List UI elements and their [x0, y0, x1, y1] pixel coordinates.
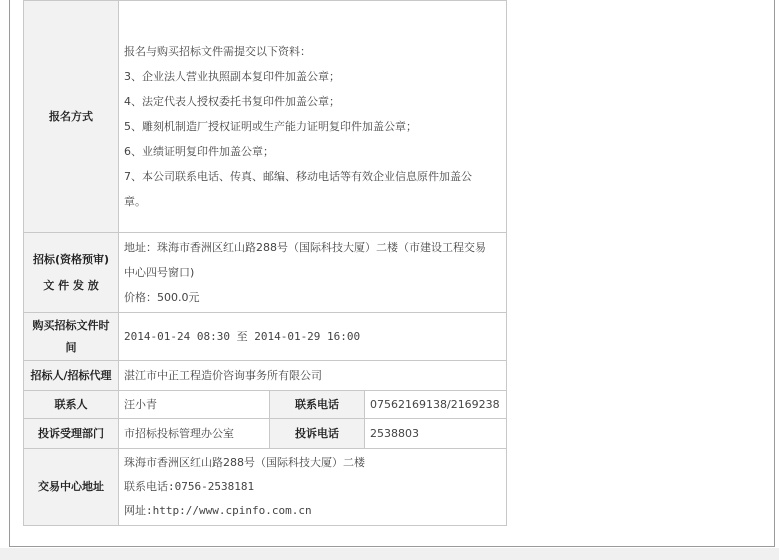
registration-line: 3、企业法人营业执照副本复印件加盖公章；: [124, 70, 340, 83]
row-center: [24, 449, 507, 526]
purchase-time-value: 2014-01-24 08:30 至 2014-01-29 16:00: [119, 313, 507, 361]
complaint-phone-label: 投诉电话: [270, 419, 365, 449]
bottom-scroll-area: [0, 548, 779, 560]
center-content: [119, 449, 507, 526]
center-phone: 联系电话:0756-2538181: [124, 480, 255, 493]
issuance-label: [24, 233, 119, 313]
purchase-time-label-text: 购买招标文件时间: [32, 318, 110, 354]
tender-info-table: [23, 0, 507, 526]
complaint-phone-value: 2538803: [365, 419, 507, 449]
registration-line: 6、业绩证明复印件加盖公章；: [124, 145, 274, 158]
row-agency: [24, 361, 507, 391]
issuance-price: 价格：500.0元: [124, 291, 200, 304]
row-purchase-time: [24, 313, 507, 361]
contact-label: 联系人: [24, 391, 119, 419]
purchase-time-label: [24, 313, 119, 361]
center-website: 网址:http://www.cpinfo.com.cn: [124, 504, 312, 517]
registration-line: 4、法定代表人授权委托书复印件加盖公章；: [124, 95, 340, 108]
row-complaint: [24, 419, 507, 449]
registration-content: [119, 1, 507, 233]
issuance-label-line1: 招标(资格预审): [32, 252, 110, 266]
agency-value: 湛江市中正工程造价咨询事务所有限公司: [119, 361, 507, 391]
registration-lines: [124, 1, 502, 164]
center-label: 交易中心地址: [24, 449, 119, 526]
registration-item7: 7、本公司联系电话、传真、邮编、移动电话等有效企业信息原件加盖公章。: [124, 170, 472, 208]
agency-label: 招标人/招标代理: [24, 361, 119, 391]
complaint-label: 投诉受理部门: [24, 419, 119, 449]
contact-value: 汪小青: [119, 391, 270, 419]
registration-line: 5、雕刻机制造厂授权证明或生产能力证明复印件加盖公章；: [124, 120, 417, 133]
contact-phone-value: 07562169138/2169238: [365, 391, 507, 419]
complaint-value: 市招标投标管理办公室: [119, 419, 270, 449]
contact-phone-label: 联系电话: [270, 391, 365, 419]
issuance-label-line2: 文 件 发 放: [43, 278, 99, 292]
row-contact: [24, 391, 507, 419]
row-issuance: [24, 233, 507, 313]
row-registration: [24, 1, 507, 233]
center-address: 珠海市香洲区红山路288号（国际科技大厦）二楼: [124, 456, 365, 469]
registration-line: 报名与购买招标文件需提交以下资料：: [124, 45, 311, 58]
issuance-content: [119, 233, 507, 313]
issuance-address: 地址：珠海市香洲区红山路288号（国际科技大厦）二楼（市建设工程交易中心四号窗口): [124, 241, 486, 279]
registration-label: 报名方式: [24, 1, 119, 233]
